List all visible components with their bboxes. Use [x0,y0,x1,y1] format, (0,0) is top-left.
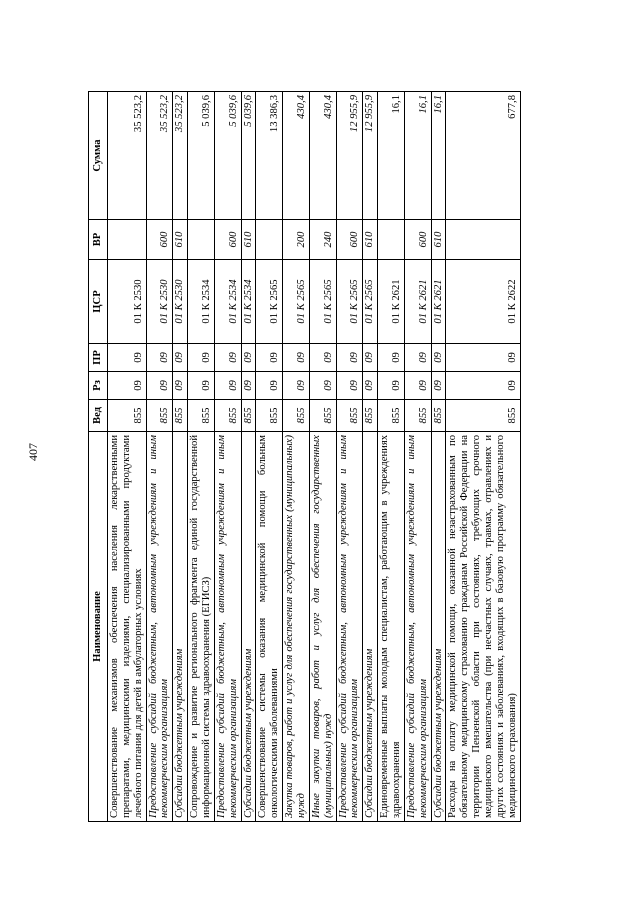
row-sum: 12 955,9 [336,92,363,220]
row-csr: 01 К 2530 [146,260,173,344]
row-rz: 09 [404,372,431,400]
row-name: Субсидии бюджетным учреждениям [431,432,446,822]
row-name: Иные закупки товаров, работ и услуг для обеспечения государственных (муниципальных) нужд [309,432,336,822]
row-ved: 855 [173,400,188,432]
row-rz: 09 [378,372,405,400]
row-ved: 855 [214,400,241,432]
row-ved: 855 [146,400,173,432]
row-csr: 01 К 2621 [378,260,405,344]
row-vr: 200 [283,220,310,260]
row-rz: 09 [188,372,215,400]
budget-table [88,91,521,822]
row-name: Субсидии бюджетным учреждениям [363,432,378,822]
header-csr: ЦСР [89,260,108,344]
table-row [363,92,378,822]
table-row [146,92,173,822]
row-vr: 600 [336,220,363,260]
row-sum: 5 039,6 [214,92,241,220]
row-rz: 09 [363,372,378,400]
row-name: Предоставление субсидий бюджетным, автономным учреждениям и иным некоммерческим организациям [146,432,173,822]
row-ved: 855 [336,400,363,432]
row-sum: 677,8 [446,92,520,220]
table-row [188,92,215,822]
row-name: Совершенствование механизмов обеспечения населения лекарственными препаратами, медицинскими изделиями, специализированными продуктами лечебного питания для детей в амбулаторных условиях [108,432,147,822]
row-pr: 09 [404,344,431,372]
row-pr: 09 [188,344,215,372]
row-pr: 09 [446,344,520,372]
row-csr: 01 К 2622 [446,260,520,344]
row-name: Предоставление субсидий бюджетным, автономным учреждениям и иным некоммерческим организациям [404,432,431,822]
table-row [256,92,283,822]
row-sum: 430,4 [283,92,310,220]
row-csr: 01 К 2621 [404,260,431,344]
row-csr: 01 К 2534 [188,260,215,344]
row-rz: 09 [173,372,188,400]
row-csr: 01 К 2565 [256,260,283,344]
header-vr: ВР [89,220,108,260]
row-csr: 01 К 2621 [431,260,446,344]
table-row [446,92,520,822]
row-vr: 600 [146,220,173,260]
row-pr: 09 [173,344,188,372]
row-name: Совершенствование системы оказания медицинской помощи больным онкологическими заболеваниями [256,432,283,822]
row-ved: 855 [404,400,431,432]
row-name: Единовременные выплаты молодым специалистам, работающим в учреждениях здравоохранения [378,432,405,822]
table-row [283,92,310,822]
row-csr: 01 К 2565 [336,260,363,344]
rotated-table-container [88,92,563,822]
header-pr: ПР [89,344,108,372]
table-header-row [89,92,108,822]
row-pr: 09 [256,344,283,372]
row-ved: 855 [256,400,283,432]
row-rz: 09 [446,372,520,400]
row-sum: 35 523,2 [108,92,147,220]
row-csr: 01 К 2565 [283,260,310,344]
row-vr: 600 [404,220,431,260]
row-ved: 855 [108,400,147,432]
row-sum: 35 523,2 [146,92,173,220]
row-name: Субсидии бюджетным учреждениям [173,432,188,822]
table-row [214,92,241,822]
table-row [309,92,336,822]
row-ved: 855 [309,400,336,432]
header-name: Наименование [89,432,108,822]
row-rz: 09 [146,372,173,400]
row-rz: 09 [283,372,310,400]
row-rz: 09 [336,372,363,400]
header-rz: Рз [89,372,108,400]
row-rz: 09 [309,372,336,400]
row-sum: 5 039,6 [241,92,256,220]
row-vr [108,220,147,260]
row-pr: 09 [431,344,446,372]
row-csr: 01 К 2565 [363,260,378,344]
row-ved: 855 [241,400,256,432]
row-pr: 09 [378,344,405,372]
row-csr: 01 К 2565 [309,260,336,344]
row-pr: 09 [283,344,310,372]
row-sum: 12 955,9 [363,92,378,220]
row-name: Закупка товаров, работ и услуг для обеспечения государственных (муниципальных) нужд [283,432,310,822]
row-sum: 16,1 [378,92,405,220]
row-name: Предоставление субсидий бюджетным, автономным учреждениям и иным некоммерческим организациям [214,432,241,822]
row-csr: 01 К 2530 [173,260,188,344]
row-csr: 01 К 2534 [241,260,256,344]
table-row [431,92,446,822]
row-sum: 13 386,3 [256,92,283,220]
row-ved: 855 [378,400,405,432]
row-name: Субсидии бюджетным учреждениям [241,432,256,822]
row-vr: 610 [431,220,446,260]
row-vr: 610 [173,220,188,260]
table-row [108,92,147,822]
row-vr [188,220,215,260]
row-name: Сопровождение и развитие регионального фрагмента единой государственной информационной системы здравоохранения (ЕГИСЗ) [188,432,215,822]
row-sum: 5 039,6 [188,92,215,220]
row-vr [378,220,405,260]
row-vr [256,220,283,260]
row-pr: 09 [241,344,256,372]
row-ved: 855 [188,400,215,432]
row-csr: 01 К 2534 [214,260,241,344]
row-name: Расходы на оплату медицинской помощи, оказанной незастрахованным по обязательному медицинскому страхованию гражданам Российской Федерации на территории Пензенской области при состояниях, требующих срочного медицинского вмешательства (при несчастных случаях, травмах, отравлениях и других состояниях и заболеваниях, входящих в базовую программу обязательного медицинского страхования) [446,432,520,822]
row-ved: 855 [283,400,310,432]
row-rz: 09 [431,372,446,400]
row-pr: 09 [214,344,241,372]
row-sum: 16,1 [404,92,431,220]
row-vr: 610 [363,220,378,260]
row-sum: 35 523,2 [173,92,188,220]
row-sum: 16,1 [431,92,446,220]
row-pr: 09 [309,344,336,372]
table-row [173,92,188,822]
row-vr: 610 [241,220,256,260]
row-rz: 09 [256,372,283,400]
row-vr: 240 [309,220,336,260]
table-row [336,92,363,822]
row-vr: 600 [214,220,241,260]
row-name: Предоставление субсидий бюджетным, автономным учреждениям и иным некоммерческим организациям [336,432,363,822]
page-number: 407 [26,443,40,461]
row-vr [446,220,520,260]
row-pr: 09 [336,344,363,372]
row-ved: 855 [446,400,520,432]
row-pr: 09 [108,344,147,372]
table-row [404,92,431,822]
row-pr: 09 [363,344,378,372]
row-rz: 09 [241,372,256,400]
row-ved: 855 [363,400,378,432]
row-ved: 855 [431,400,446,432]
header-ved: Вед [89,400,108,432]
table-row [378,92,405,822]
table-row [241,92,256,822]
budget-table-frame [88,92,563,822]
row-rz: 09 [214,372,241,400]
row-pr: 09 [146,344,173,372]
row-sum: 430,4 [309,92,336,220]
header-sum: Сумма [89,92,108,220]
row-csr: 01 К 2530 [108,260,147,344]
row-rz: 09 [108,372,147,400]
